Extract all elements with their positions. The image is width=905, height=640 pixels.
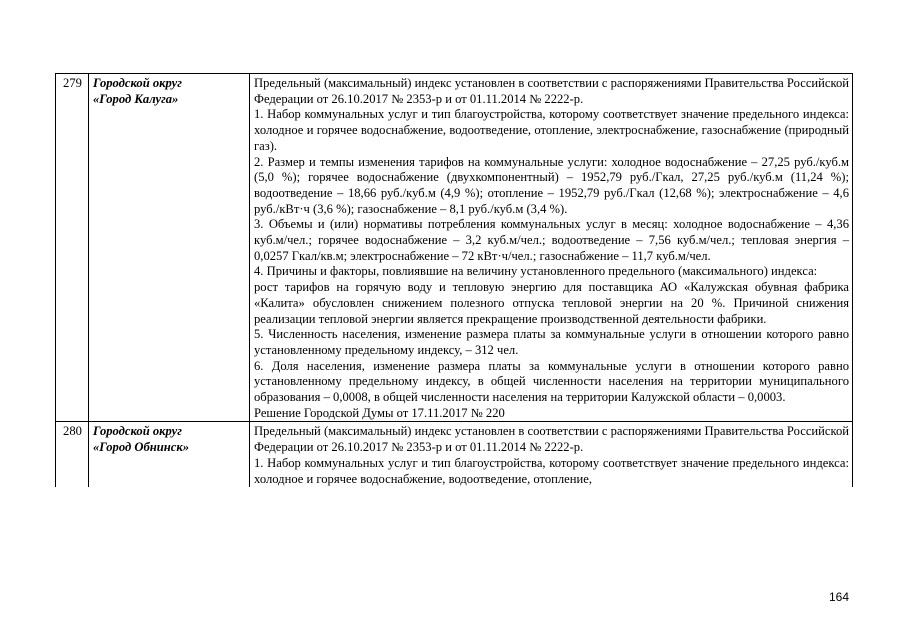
paragraph: 6. Доля населения, изменение размера платы за коммунальные услуги в отношении которого равно установленному предельному индексу, в общей численности населения на территории муниципального образования – 0,0008, в общей численности населения на территории Калужской области – 0,0003. — [254, 358, 849, 405]
row-number: 279 — [56, 74, 89, 422]
municipality-line2: «Город Обнинск» — [93, 440, 190, 455]
document-table — [55, 73, 853, 487]
description-cell — [250, 422, 853, 487]
paragraph: 1. Набор коммунальных услуг и тип благоустройства, которому соответствует значение предельного индекса: холодное и горячее водоснабжение, водоотведение, отопление, электроснабжение, газоснабжение (природный газ). — [254, 107, 849, 153]
table-row — [56, 422, 853, 487]
municipality-cell — [89, 422, 250, 487]
paragraph: 3. Объемы и (или) нормативы потребления коммунальных услуг в месяц: холодное водоснабжение – 4,36 куб.м/чел.; горячее водоснабжение – 3,2 куб.м/чел.; водоотведение – 7,56 куб.м/чел.; тепловая энергия – 0,0257 Гкал/кв.м; электроснабжение – 72 кВт·ч/чел.; газоснабжение – 11,7 куб.м/чел. — [254, 217, 849, 263]
paragraph: 1. Набор коммунальных услуг и тип благоустройства, которому соответствует значение предельного индекса: холодное и горячее водоснабжение, водоотведение, отопление, — [254, 455, 849, 486]
description-cell — [250, 74, 853, 422]
paragraph: 2. Размер и темпы изменения тарифов на коммунальные услуги: холодное водоснабжение – 27,25 руб./куб.м (5,0 %); горячее водоснабжение (двухкомпонентный) – 1952,79 руб./Гкал, 27,25 руб./куб.м (11,24 %); водоотведение – 18,66 руб./куб.м (4,9 %); отопление – 1952,79 руб./Гкал (12,68 %); электроснабжение – 4,6 руб./кВт·ч (3,6 %); газоснабжение – 8,1 руб./куб.м (3,4 %). — [254, 154, 849, 216]
municipality-line1: Городской округ — [93, 76, 182, 90]
table-row — [56, 74, 853, 422]
paragraph: Предельный (максимальный) индекс установлен в соответствии с распоряжениями Правительства Российской Федерации от 26.10.2017 № 2353-р и от 01.11.2014 № 2222-р. — [254, 424, 849, 455]
paragraph: Решение Городской Думы от 17.11.2017 № 220 — [254, 405, 505, 420]
row-number: 280 — [56, 422, 89, 487]
municipality-cell — [89, 74, 250, 422]
paragraph: 5. Численность населения, изменение размера платы за коммунальные услуги в отношении которого равно установленному предельному индексу, – 312 чел. — [254, 327, 849, 357]
paragraph: Предельный (максимальный) индекс установлен в соответствии с распоряжениями Правительства Российской Федерации от 26.10.2017 № 2353-р и от 01.11.2014 № 2222-р. — [254, 76, 849, 106]
municipality-line1: Городской округ — [93, 424, 182, 439]
municipality-line2: «Город Калуга» — [93, 91, 179, 106]
paragraph: рост тарифов на горячую воду и тепловую энергию для поставщика АО «Калужская обувная фабрика «Калита» обусловлен снижением полезного отпуска тепловой энергии на 20 %. Причиной снижения реализации тепловой энергии является прекращение производственной деятельности фабрики. — [254, 280, 849, 326]
paragraph: 4. Причины и факторы, повлиявшие на величину установленного предельного (максимального) индекса: — [254, 264, 818, 279]
page-number: 164 — [828, 590, 849, 604]
